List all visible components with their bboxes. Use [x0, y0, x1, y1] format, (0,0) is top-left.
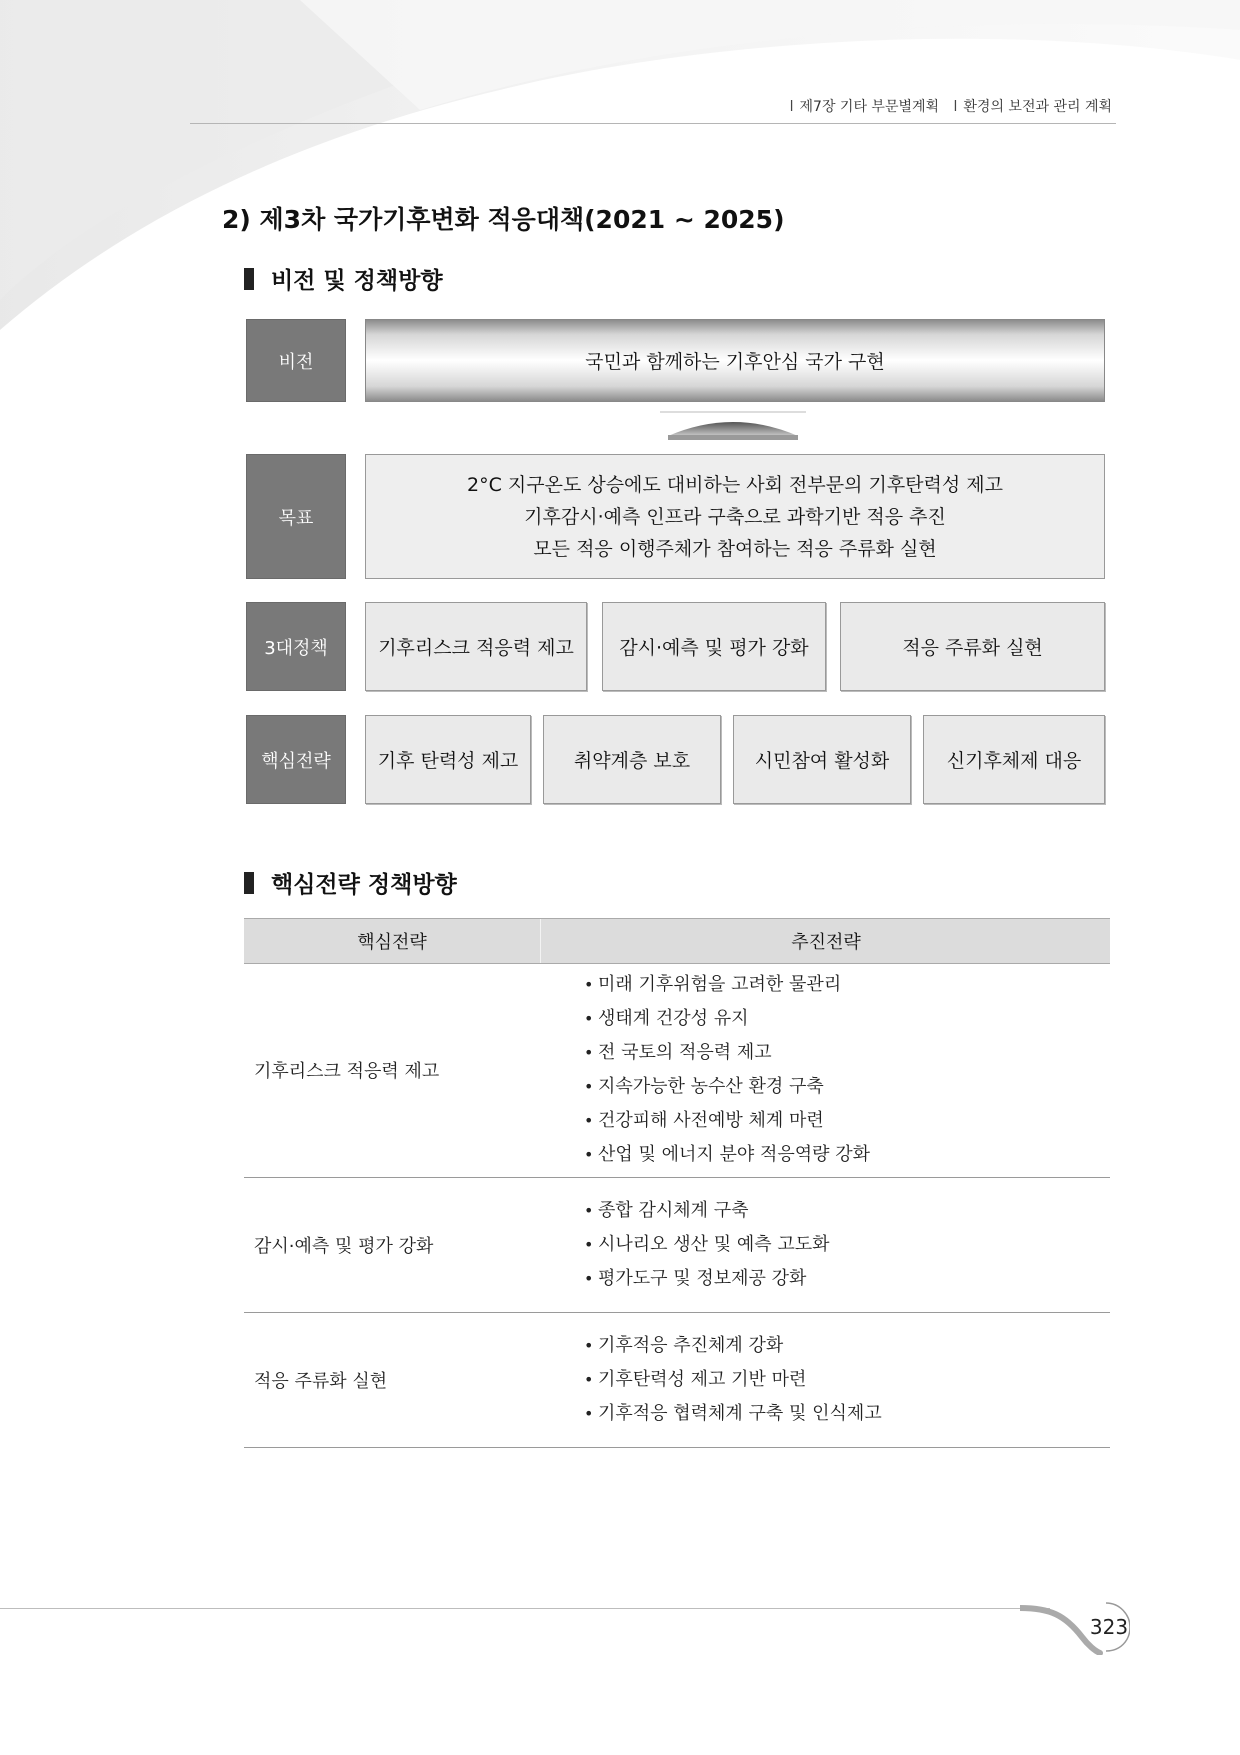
strategy-box: 기후 탄력성 제고 [365, 715, 531, 804]
strategy-box: 시민참여 활성화 [733, 715, 911, 804]
list-item: • 미래 기후위험을 고려한 물관리 [584, 974, 842, 995]
row-strategy: 기후리스크 적응력 제고 [254, 1061, 440, 1082]
list-item: • 종합 감시체계 구축 [584, 1200, 749, 1221]
action-list [584, 968, 870, 1172]
header-chapter: 제7장 기타 부문별계획 [799, 99, 940, 115]
subhead-core-policy: 핵심전략 정책방향 [244, 866, 457, 899]
list-item: • 기후적응 협력체계 구축 및 인식제고 [584, 1403, 882, 1424]
background-swoosh [0, 0, 1240, 330]
arrow-up-icon [660, 408, 806, 444]
section-title: 2) 제3차 국가기후변화 적응대책(2021 ~ 2025) [222, 205, 785, 234]
policy-box: 기후리스크 적응력 제고 [365, 602, 587, 691]
square-bullet-icon [244, 268, 254, 290]
table-header [244, 918, 1110, 964]
action-list [584, 1329, 882, 1431]
list-item: • 기후적응 추진체계 강화 [584, 1335, 784, 1356]
policy-box: 적응 주류화 실현 [840, 602, 1105, 691]
subhead-vision-policy: 비전 및 정책방향 [244, 262, 443, 295]
list-item: • 건강피해 사전예방 체계 마련 [584, 1110, 824, 1131]
table-header-strategy: 핵심전략 [357, 932, 427, 953]
list-item: • 전 국토의 적응력 제고 [584, 1042, 772, 1063]
header-divider [190, 123, 1116, 124]
row-strategy: 적응 주류화 실현 [254, 1371, 388, 1392]
label-policies: 3대정책 [246, 602, 346, 691]
table-header-actions: 추진전략 [540, 919, 1111, 963]
goal-line: 기후감시·예측 인프라 구축으로 과학기반 적응 추진 [524, 505, 946, 528]
list-item: • 시나리오 생산 및 예측 고도화 [584, 1234, 830, 1255]
label-vision: 비전 [246, 319, 346, 402]
table-row [244, 1178, 1110, 1313]
square-bullet-icon [244, 872, 254, 894]
label-goal: 목표 [246, 454, 346, 579]
header-section: 환경의 보전과 관리 계획 [963, 99, 1112, 115]
policy-box: 감시·예측 및 평가 강화 [602, 602, 826, 691]
goal-line: 모든 적응 이행주체가 참여하는 적응 주류화 실현 [533, 537, 937, 560]
list-item: • 기후탄력성 제고 기반 마련 [584, 1369, 807, 1390]
strategy-box: 취약계층 보호 [543, 715, 721, 804]
table-row [244, 1313, 1110, 1448]
action-list [584, 1194, 830, 1296]
list-item: • 산업 및 에너지 분야 적응역량 강화 [584, 1144, 871, 1165]
vision-box: 국민과 함께하는 기후안심 국가 구현 [365, 319, 1105, 402]
running-header: l 제7장 기타 부문별계획 l 환경의 보전과 관리 계획 [789, 99, 1112, 115]
footer-divider [0, 1608, 1050, 1609]
strategy-box: 신기후체제 대응 [923, 715, 1105, 804]
goal-line: 2°C 지구온도 상승에도 대비하는 사회 전부문의 기후탄력성 제고 [467, 473, 1003, 496]
label-strategies: 핵심전략 [246, 715, 346, 804]
list-item: • 생태계 건강성 유지 [584, 1008, 749, 1029]
list-item: • 평가도구 및 정보제공 강화 [584, 1268, 807, 1289]
row-strategy: 감시·예측 및 평가 강화 [254, 1236, 434, 1257]
table-row [244, 963, 1110, 1178]
page-number: 323 [1089, 1615, 1129, 1639]
list-item: • 지속가능한 농수산 환경 구축 [584, 1076, 824, 1097]
goal-box [365, 454, 1105, 579]
